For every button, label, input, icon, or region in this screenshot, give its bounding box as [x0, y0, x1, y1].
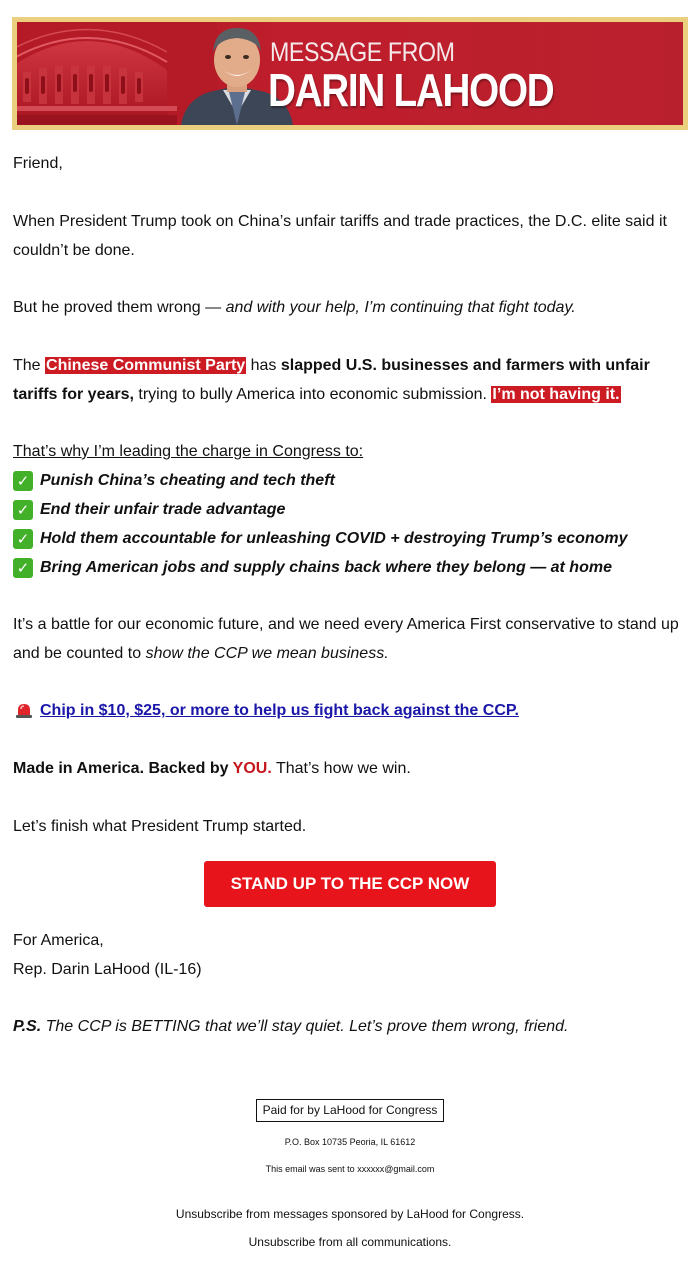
sent-to-notice: This email was sent to xxxxxx@gmail.com — [265, 1164, 435, 1174]
paragraph-made-in-america — [13, 754, 685, 783]
ccp-highlight: Chinese Communist Party — [46, 357, 246, 374]
paid-for-disclaimer — [0, 1099, 700, 1122]
made-rest: That’s how we win. — [271, 760, 411, 777]
battle-plain: It’s a battle for our economic future, and we need every America First conservative to stand up and be counted to — [13, 616, 679, 662]
charge-intro — [13, 437, 685, 466]
unsubscribe-all-link[interactable]: Unsubscribe from all communications. — [248, 1235, 452, 1249]
battle-italic: show the CCP we mean business. — [145, 645, 389, 662]
ps-label: P.S. — [13, 1018, 42, 1035]
paragraph-finish: Let’s finish what President Trump started. — [13, 818, 307, 835]
header-banner — [12, 17, 688, 130]
stand-up-cta-button[interactable]: STAND UP TO THE CCP NOW — [204, 861, 496, 907]
check-mark-icon: ✓ — [13, 529, 33, 549]
p3-has: has — [246, 357, 281, 374]
paid-for-box: Paid for by LaHood for Congress — [256, 1099, 445, 1122]
made-bold: Made in America. Backed by — [13, 760, 233, 777]
list-item — [13, 524, 685, 553]
greeting: Friend, — [13, 155, 63, 172]
postscript — [13, 1012, 685, 1041]
signoff: For America, — [13, 932, 104, 949]
list-item-text: End their unfair trade advantage — [40, 500, 286, 518]
mailing-address: P.O. Box 10735 Peoria, IL 61612 — [284, 1137, 416, 1147]
list-item-text: Bring American jobs and supply chains back where they belong — at home — [40, 558, 612, 576]
list-item-text: Hold them accountable for unleashing COVID + destroying Trump’s economy — [40, 529, 628, 547]
check-mark-icon: ✓ — [13, 471, 33, 491]
charge-intro-text: That’s why I’m leading the charge in Congress to: — [13, 443, 364, 460]
p3-rest: trying to bully America into economic submission. — [133, 386, 492, 403]
list-item — [13, 466, 685, 495]
p2-plain: But he proved them wrong — — [13, 299, 226, 316]
signature: Rep. Darin LaHood (IL-16) — [13, 961, 202, 978]
p2-italic: and with your help, I’m continuing that fight today. — [225, 299, 576, 316]
sender-name-title: DARIN LAHOOD — [268, 64, 554, 116]
donate-line — [15, 696, 519, 725]
message-from-label: MESSAGE FROM — [270, 37, 455, 67]
list-item — [13, 553, 685, 582]
check-mark-icon: ✓ — [13, 500, 33, 520]
paragraph-tariffs: When President Trump took on China’s unfair tariffs and trade practices, the D.C. elite said it couldn’t be done. — [13, 213, 667, 259]
p3-bold: slapped U.S. businesses and farmers with unfair tariffs for years, — [13, 357, 650, 403]
paragraph-proved-wrong — [13, 293, 685, 322]
action-checklist — [13, 466, 685, 582]
list-item — [13, 495, 685, 524]
list-item-text: Punish China’s cheating and tech theft — [40, 471, 335, 489]
check-mark-icon: ✓ — [13, 558, 33, 578]
paragraph-battle — [13, 610, 685, 668]
not-having-it-highlight: I’m not having it. — [492, 386, 620, 403]
paragraph-ccp — [13, 351, 685, 409]
unsubscribe-sponsored-link[interactable]: Unsubscribe from messages sponsored by LaHood for Congress. — [175, 1207, 525, 1221]
p3-the: The — [13, 357, 46, 374]
siren-icon — [15, 703, 33, 719]
made-you: YOU. — [232, 760, 272, 777]
donate-link[interactable]: Chip in $10, $25, or more to help us fight back against the CCP. — [40, 702, 519, 719]
ps-text: The CCP is BETTING that we’ll stay quiet. Let’s prove them wrong, friend. — [41, 1018, 569, 1035]
